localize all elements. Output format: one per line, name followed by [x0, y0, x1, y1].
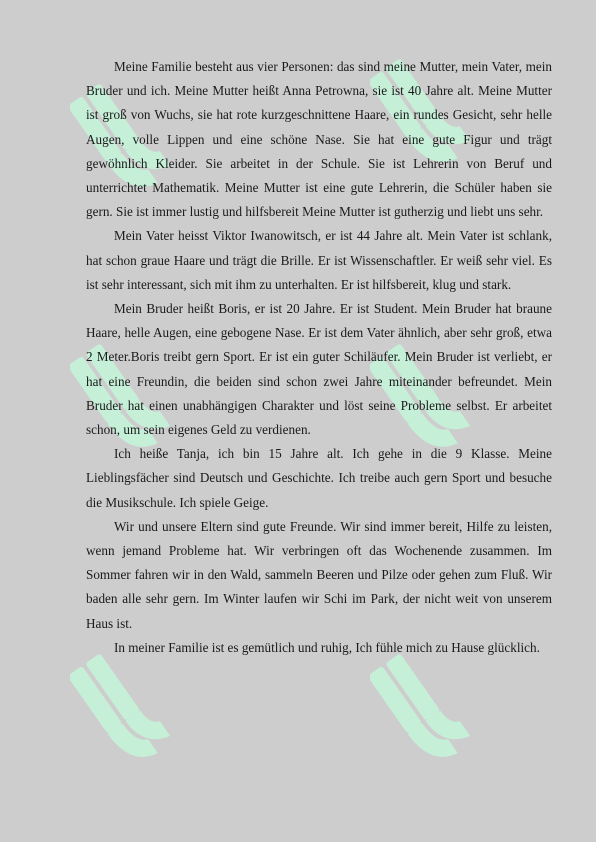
document-body	[86, 55, 552, 660]
logo-watermark-icon	[370, 640, 480, 790]
paragraph-mother: Meine Familie besteht aus vier Personen: das sind meine Mutter, mein Vater, mein Bruder und ich. Meine Mutter heißt Anna Petrowna, sie ist 40 Jahre alt. Meine Mutter ist groß von Wuchs, sie hat rote kurzgeschnittene Haare, ein rundes Gesicht, sehr helle Augen, volle Lippen und eine schöne Nase. Sie hat eine gute Figur und trägt gewöhnlich Kleider. Sie arbeitet in der Schule. Sie ist Lehrerin von Beruf und unterrichtet Mathematik. Meine Mutter ist eine gute Lehrerin, die Schüler haben sie gern. Sie ist immer lustig und hilfsbereit Meine Mutter ist gutherzig und liebt uns sehr.	[86, 59, 552, 220]
paragraph-self: Ich heiße Tanja, ich bin 15 Jahre alt. Ich gehe in die 9 Klasse. Meine Lieblingsfächer sind Deutsch und Geschichte. Ich treibe auch gern Sport und besuche die Musikschule. Ich spiele Geige.	[86, 446, 552, 510]
paragraph-father: Mein Vater heisst Viktor Iwanowitsch, er ist 44 Jahre alt. Mein Vater ist schlank, hat schon graue Haare und trägt die Brille. Er ist Wissenschaftler. Er weiß sehr viel. Es ist sehr interessant, sich mit ihm zu unterhalten. Er ist hilfsbereit, klug und stark.	[86, 228, 552, 292]
paragraph-together: Wir und unsere Eltern sind gute Freunde. Wir sind immer bereit, Hilfe zu leisten, wenn jemand Probleme hat. Wir verbringen oft das Wochenende zusammen. Im Sommer fahren wir in den Wald, sammeln Beeren und Pilze oder gehen zum Fluß. Wir baden alle sehr gern. Im Winter laufen wir Schi im Park, der nicht weit von unserem Haus ist.	[86, 518, 552, 631]
paragraph-brother: Mein Bruder heißt Boris, er ist 20 Jahre. Er ist Student. Mein Bruder hat braune Haare, helle Augen, eine gebogene Nase. Er ist dem Vater ähnlich, aber sehr groß, etwa 2 Meter.Boris treibt gern Sport. Er ist ein guter Schiläufer. Mein Bruder ist verliebt, er hat eine Freundin, die beiden sind schon zwei Jahre miteinander befreundet. Mein Bruder hat einen unabhängigen Charakter und löst seine Probleme selbst. Er arbeitet schon, um sein eigenes Geld zu verdienen.	[86, 301, 552, 438]
logo-watermark-icon	[70, 640, 180, 790]
paragraph-closing: In meiner Familie ist es gemütlich und ruhig, Ich fühle mich zu Hause glücklich.	[114, 639, 540, 655]
